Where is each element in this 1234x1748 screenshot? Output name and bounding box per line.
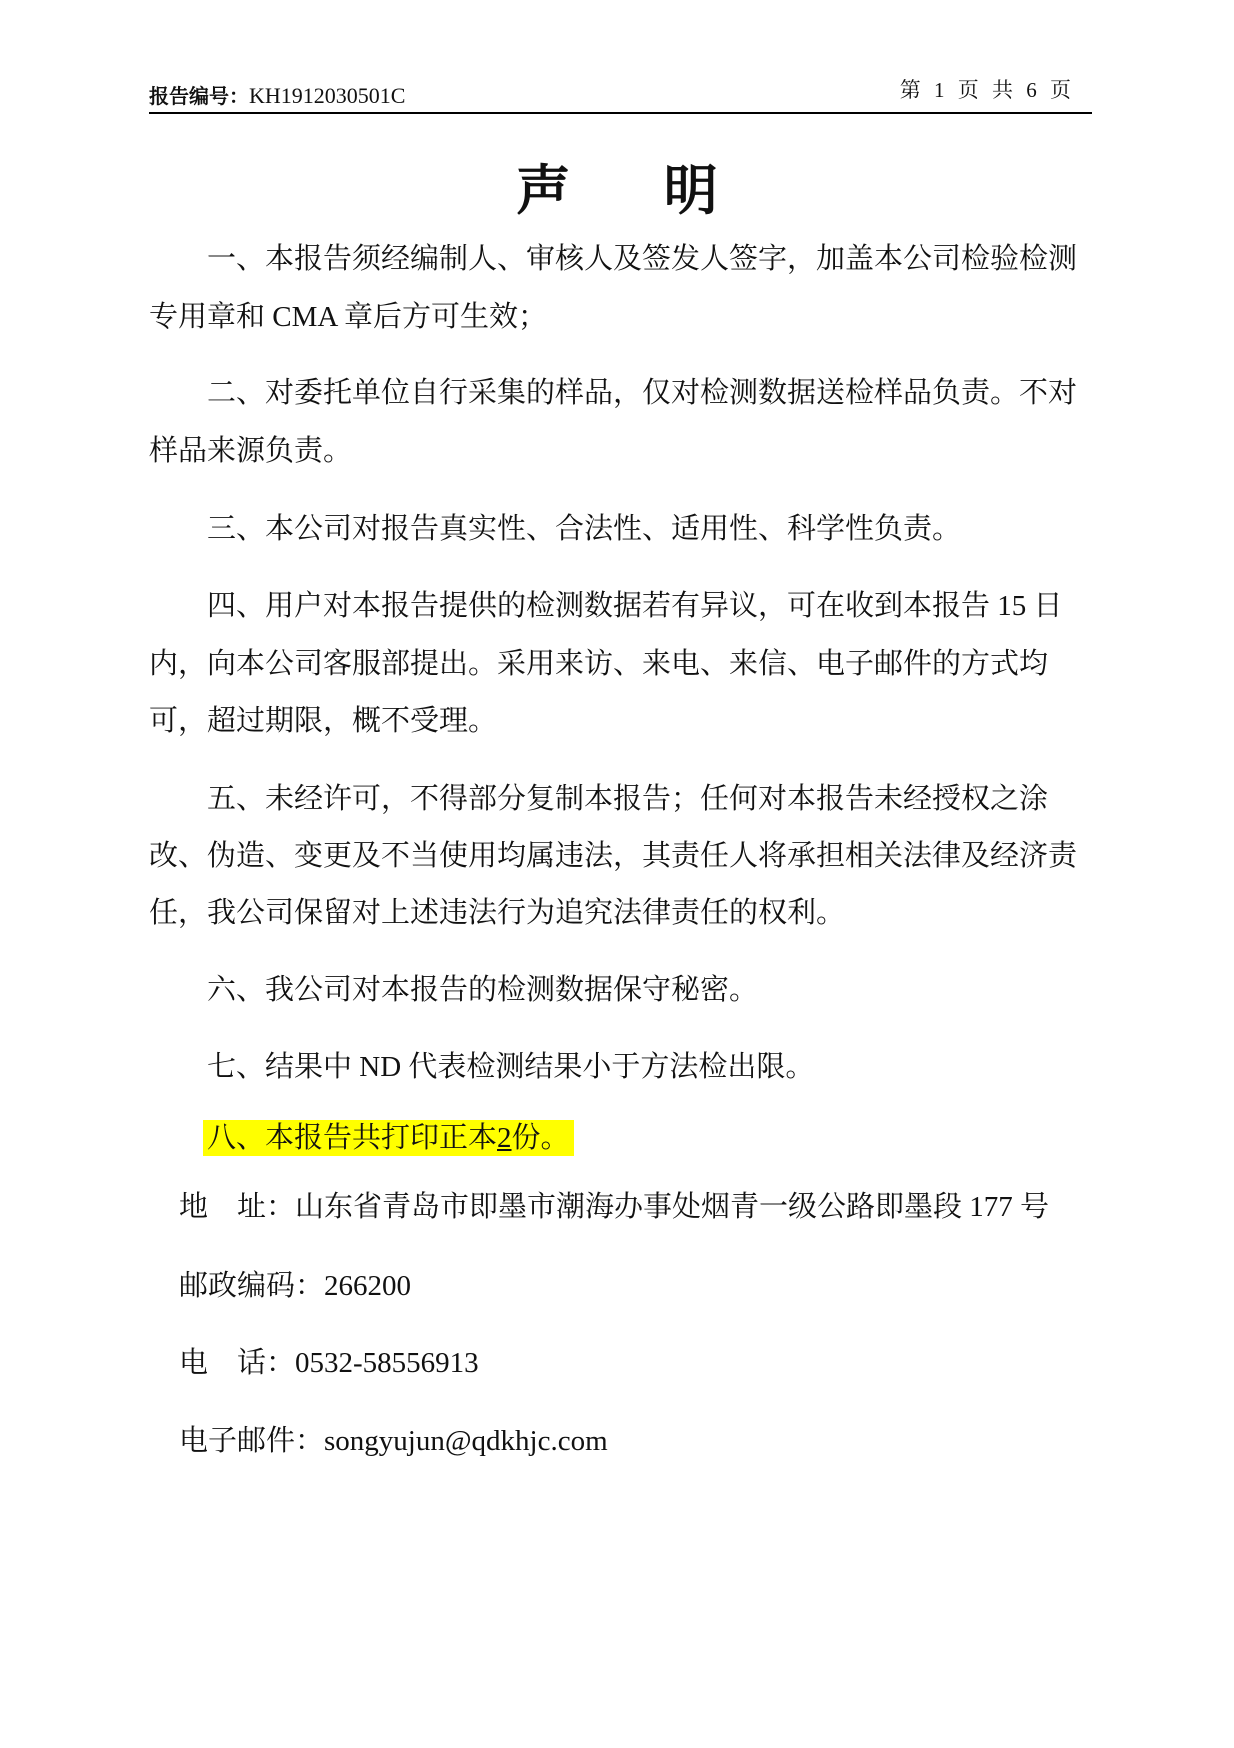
header-rule [149, 112, 1092, 114]
copies-after: 份。 [511, 1122, 570, 1154]
para-8-copies [207, 1120, 574, 1156]
contact-phone: 电 话：0532-58556913 [179, 1347, 479, 1379]
para-4-line-3: 可，超过期限，概不受理。 [149, 705, 498, 737]
page-title: 声 明 [516, 161, 758, 221]
para-1-line-2: 专用章和 CMA 章后方可生效； [149, 301, 547, 333]
para-5-line-3: 任，我公司保留对上述违法行为追究法律责任的权利。 [149, 897, 846, 929]
para-4-line-1: 四、用户对本报告提供的检测数据若有异议，可在收到本报告 15 日 [207, 590, 1063, 622]
para-2-line-2: 样品来源负责。 [149, 435, 353, 467]
copies-count: 2 [497, 1122, 512, 1154]
report-number-label: 报告编号： [149, 84, 249, 108]
highlighted-text [203, 1120, 574, 1156]
para-7-line-1: 七、结果中 ND 代表检测结果小于方法检出限。 [207, 1051, 815, 1083]
para-5-line-2: 改、伪造、变更及不当使用均属违法，其责任人将承担相关法律及经济责 [149, 840, 1078, 872]
contact-address: 地 址：山东省青岛市即墨市潮海办事处烟青一级公路即墨段 177 号 [179, 1191, 1050, 1223]
page-info: 第 1 页 共 6 页 [899, 78, 1075, 102]
para-5-line-1: 五、未经许可，不得部分复制本报告；任何对本报告未经授权之涂 [207, 783, 1049, 815]
para-2-line-1: 二、对委托单位自行采集的样品，仅对检测数据送检样品负责。不对 [207, 377, 1078, 409]
report-number-value: KH1912030501C [249, 83, 406, 108]
contact-email: 电子邮件：songyujun@qdkhjc.com [179, 1425, 608, 1457]
copies-before: 八、本报告共打印正本 [207, 1122, 498, 1154]
para-3-line-1: 三、本公司对报告真实性、合法性、适用性、科学性负责。 [207, 513, 962, 545]
para-1-line-1: 一、本报告须经编制人、审核人及签发人签字，加盖本公司检验检测 [207, 243, 1078, 275]
para-4-line-2: 内，向本公司客服部提出。采用来访、来电、来信、电子邮件的方式均 [149, 648, 1049, 680]
report-number [149, 80, 405, 109]
contact-postal: 邮政编码：266200 [179, 1270, 412, 1302]
para-6-line-1: 六、我公司对本报告的检测数据保守秘密。 [207, 974, 759, 1006]
